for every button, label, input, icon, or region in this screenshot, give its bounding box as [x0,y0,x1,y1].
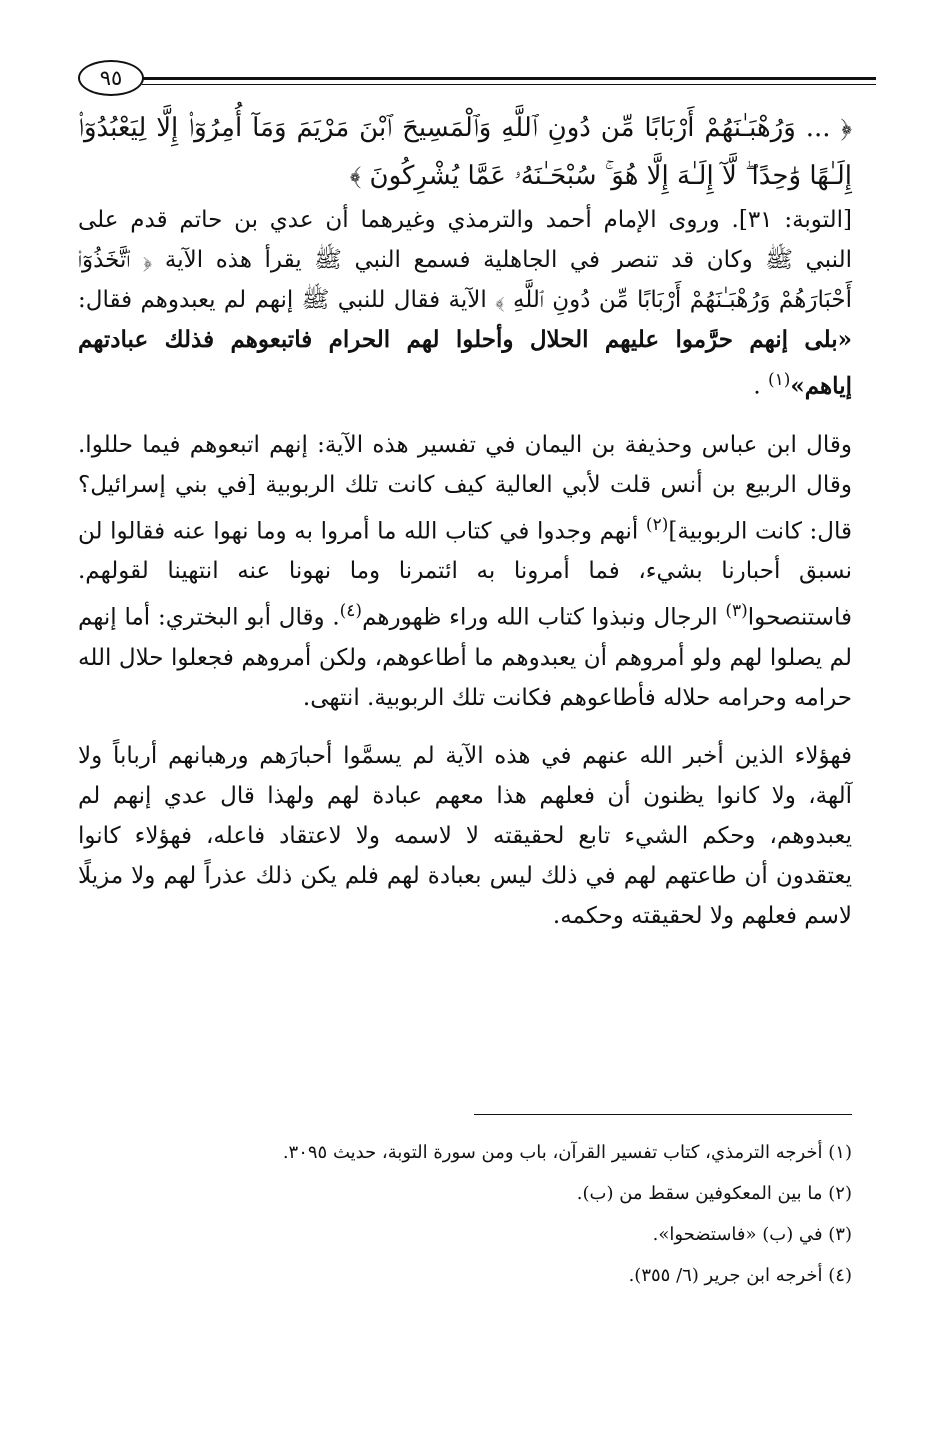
footnote: (٣) في (ب) «فاستضحوا». [652,1224,852,1245]
hadith-quote: «بلى إنهم حرَّموا عليهم الحلال وأحلوا لهم الحرام فاتبعوهم فذلك عبادتهم إياهم» [78,326,852,400]
paragraph-hadith [78,200,852,407]
paragraph-text: وقال ابن عباس وحذيفة بن اليمان في تفسير هذه الآية: إنهم اتبعوهم فيما حللوا. وقال الربيع بن أنس قلت لأبي العالية كيف كانت تلك الربوبية [في بني إسرائيل؟ قال: كانت الربوبية] [78,431,853,545]
paragraph-conclusion: فهؤلاء الذين أخبر الله عنهم في هذه الآية لم يسمَّوا أحبارَهم ورهبانهم أرباباً ولا آلهة، ولا كانوا يظنون أن فعلهم هذا معهم عبادة لهم ولهذا قال عدي إنهم لم يعبدوهم، وحكم الشيء تابع لحقيقته لا لاسمه ولا لاعتقاد فاعله، فهؤلاء كانوا يعتقدون أن طاعتهم لهم في ذلك ليس بعبادة لهم فلم يكن ذلك عذراً لهم ولا مزيلًا لاسم فعلهم ولا لحقيقته وحكمه. [78,742,852,929]
paragraph-text: الآية فقال للنبي ﷺ إنهم لم يعبدوهم فقال: [78,287,487,313]
paragraph-end: . [753,373,761,400]
paragraph-tafsir [78,425,852,718]
paragraph-text: أنهم وجدوا في كتاب الله ما أمروا به وما نهوا عنه فقالوا لن نسبق أحبارنا بشيء، فما أمرونا به ائتمرنا وما نهونا عنه انتهينا لقولهم. فاستنصحوا [78,518,853,631]
header-rule-thick [142,77,876,80]
page-body [78,104,852,936]
footnote: (١) أخرجه الترمذي، كتاب تفسير القرآن، باب ومن سورة التوبة، حديث ٣٠٩٥. [282,1142,852,1163]
footnote: (٤) أخرجه ابن جرير (٦/ ٣٥٥). [628,1265,852,1286]
quran-verse: ﴿ ... وَرُهْبَـٰنَهُمْ أَرْبَابًا مِّن دُونِ ٱللَّهِ وَٱلْمَسِيحَ ٱبْنَ مَرْيَمَ وَمَآ أُمِرُوٓا۟ إِلَّا لِيَعْبُدُوٓا۟ إِلَـٰهًا وَٰحِدًا ۖ لَّآ إِلَـٰهَ إِلَّا هُوَ ۚ سُبْحَـٰنَهُۥ عَمَّا يُشْرِكُونَ ﴾ [78,113,852,191]
footnote: (٢) ما بين المعكوفين سقط من (ب). [576,1183,852,1204]
footnotes [78,1132,852,1296]
paragraph-text: وروى الإمام أحمد والترمذي وغيرهما أن عدي بن حاتم قدم على النبي ﷺ وكان قد تنصر في الجاهلية فسمع النبي ﷺ يقرأ هذه الآية [78,207,852,273]
header-rule-thin [142,84,876,85]
footnote-marker: (١) [767,370,791,390]
page-number: ٩٥ [78,60,144,96]
paragraph-text: الرجال ونبذوا كتاب الله وراء ظهورهم [362,604,718,631]
footnote-separator [474,1114,852,1115]
verse-reference: [التوبة: ٣١]. [731,207,852,233]
footnote-marker: (٢) [645,514,669,535]
page-header [78,58,876,98]
paragraph-text: . وقال أبو البختري: أما إنهم لم يصلوا لهم ولو أمروهم أن يعبدوهم ما أطاعوهم، ولكن أمروهم فجعلوا حلال الله حرامه وحرامه حلاله فأطاعوهم فكانت تلك الربوبية. انتهى. [78,604,852,711]
quoted-verse: ﴿ ٱتَّخَذُوٓا۟ أَحْبَارَهُمْ وَرُهْبَـٰنَهُمْ أَرْبَابًا مِّن دُونِ ٱللَّهِ ﴾ [78,247,853,313]
footnote-marker: (٣) [725,601,748,622]
footnote-marker: (٤) [339,601,363,622]
